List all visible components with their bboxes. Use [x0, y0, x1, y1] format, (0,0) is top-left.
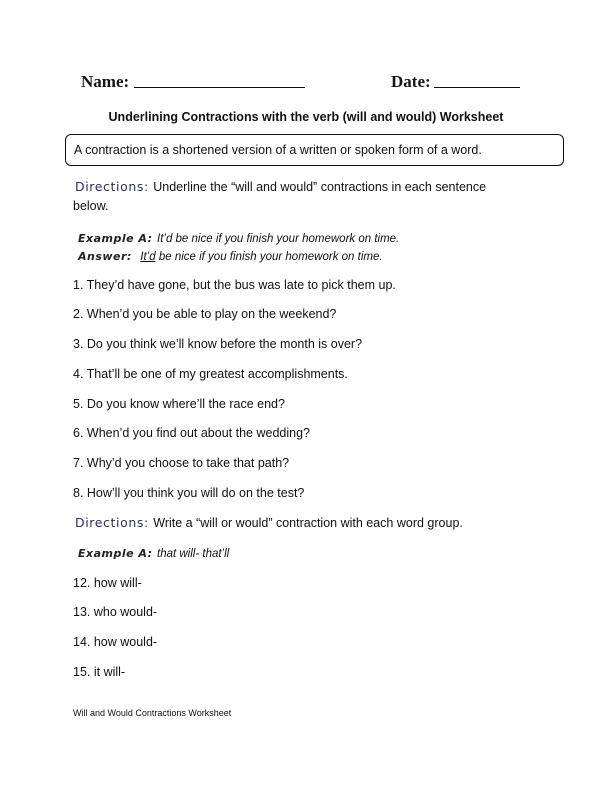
directions-text: Underline the “will and would” contractions in each sentence	[153, 180, 487, 194]
directions-text: Write a “will or would” contraction with each word group.	[153, 516, 463, 530]
sentence-item: 1. They’d have gone, but the bus was late to pick them up.	[73, 278, 396, 292]
directions-text-continued: below.	[73, 199, 109, 213]
date-label: Date:	[391, 72, 431, 91]
definition-text: A contraction is a shortened version of a written or spoken form of a word.	[74, 143, 482, 157]
answer	[78, 247, 383, 265]
word-group-item: 13. who would-	[73, 605, 158, 619]
word-group-item: 12. how will-	[73, 576, 142, 590]
example-label: Example A:	[78, 547, 153, 560]
definition-box	[65, 134, 564, 166]
sentence-item: 8. How’ll you think you will do on the test?	[73, 486, 305, 500]
section1-directions	[75, 178, 486, 196]
section2-directions	[75, 514, 463, 532]
answer-text: be nice if you finish your homework on time.	[155, 251, 383, 263]
date-field[interactable]	[434, 87, 520, 88]
sentence-item: 7. Why’d you choose to take that path?	[73, 456, 290, 470]
example-a	[78, 229, 399, 247]
name-field[interactable]	[134, 87, 305, 88]
example-text: It’d be nice if you finish your homework on time.	[157, 233, 400, 245]
answer-underlined-contraction: It’d	[140, 251, 156, 263]
worksheet-title: Underlining Contractions with the verb (will and would) Worksheet	[108, 110, 504, 124]
word-group-item: 15. it will-	[73, 665, 126, 679]
directions-label: Directions:	[75, 515, 149, 530]
example-a-section2	[78, 544, 229, 562]
example-text: that will- that’ll	[157, 548, 230, 560]
answer-label: Answer:	[78, 250, 132, 263]
sentence-item: 4. That’ll be one of my greatest accomplishments.	[73, 367, 348, 381]
word-group-item: 14. how would-	[73, 635, 158, 649]
sentence-item: 5. Do you know where’ll the race end?	[73, 397, 285, 411]
sentence-item: 6. When’d you find out about the wedding?	[73, 426, 310, 440]
sentence-item: 3. Do you think we’ll know before the month is over?	[73, 337, 363, 351]
example-label: Example A:	[78, 232, 153, 245]
footer-text: Will and Would Contractions Worksheet	[73, 708, 232, 718]
name-label: Name:	[81, 72, 130, 91]
sentence-item: 2. When’d you be able to play on the weekend?	[73, 307, 337, 321]
directions-label: Directions:	[75, 179, 149, 194]
